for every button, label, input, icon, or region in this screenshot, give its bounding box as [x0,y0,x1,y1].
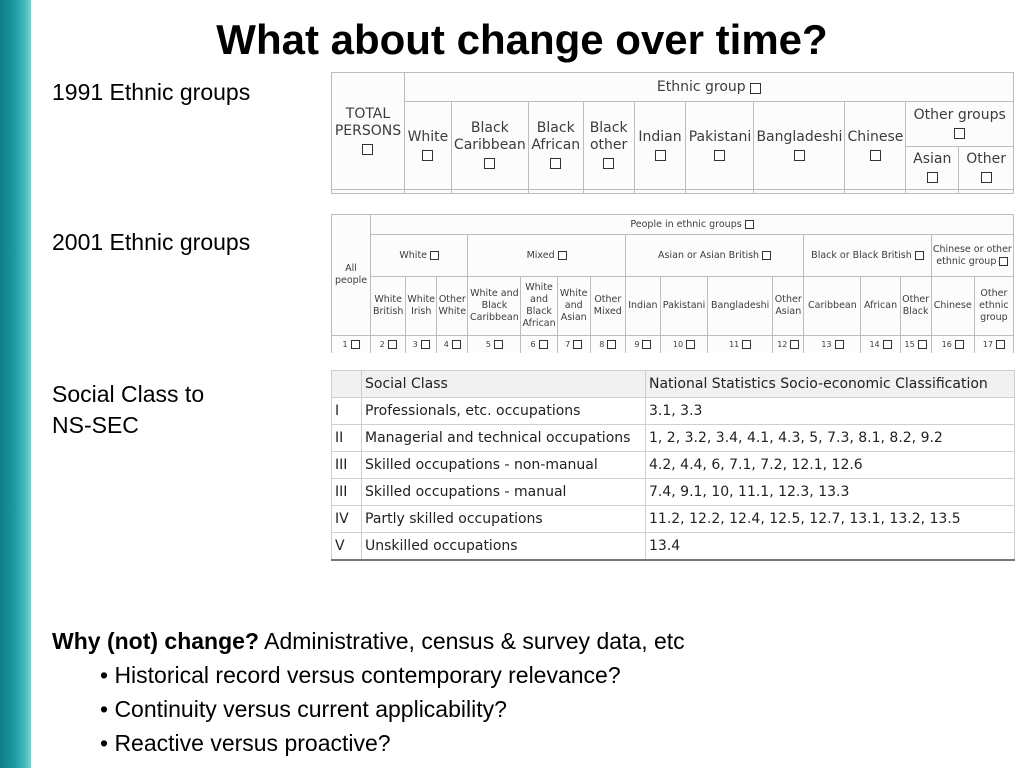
num-cell [557,336,590,354]
col-label: Other [966,151,1006,167]
group-chinese-other [931,235,1013,277]
col-label: Chinese [847,128,904,145]
group-header-label: People in ethnic groups [630,218,742,230]
num-cell [804,336,861,354]
col-white-irish: White Irish [406,277,437,336]
col-label: Pakistani [688,128,752,145]
checkbox[interactable] [981,172,992,183]
num-label: 14 [869,340,880,349]
other-groups-label: Other groups [913,107,1006,123]
all-people-cell [332,215,371,336]
num-cell [861,336,900,354]
checkbox[interactable] [927,172,938,183]
num-cell [371,336,406,354]
checkbox[interactable] [835,340,844,349]
table-row [332,506,1015,533]
ns-sec-codes: 7.4, 9.1, 10, 11.1, 12.3, 13.3 [646,479,1015,506]
col-other-mixed: Other Mixed [590,277,625,336]
checkbox[interactable] [750,83,761,94]
class-code: I [332,398,362,425]
group-mixed [468,235,626,277]
num-cell [931,336,974,354]
num-label: 6 [530,340,536,349]
group-black [804,235,931,277]
ns-sec-codes: 3.1, 3.3 [646,398,1015,425]
checkbox[interactable] [484,158,495,169]
bottom-text-block [52,624,685,760]
table-row [332,425,1015,452]
col-white-british: White British [371,277,406,336]
checkbox[interactable] [762,251,771,260]
ns-sec-codes: 13.4 [646,533,1015,561]
class-code: IV [332,506,362,533]
checkbox[interactable] [714,150,725,161]
num-cell [974,336,1013,354]
ethnic-group-label: Ethnic group [656,78,746,95]
col-black-african [528,102,583,190]
ns-sec-codes: 1, 2, 3.2, 3.4, 4.1, 4.3, 5, 7.3, 8.1, 8.2, 9.2 [646,425,1015,452]
social-class-table [331,370,1015,561]
col-caribbean: Caribbean [804,277,861,336]
checkbox[interactable] [452,340,461,349]
col-label: White [407,128,449,145]
num-label: 4 [443,340,449,349]
checkbox[interactable] [954,128,965,139]
col-chinese [845,102,906,190]
why-change-line [52,624,685,658]
col-white-black-caribbean: White and Black Caribbean [468,277,521,336]
col-pakistani: Pakistani [660,277,707,336]
total-persons-label: TOTAL PERSONS [334,105,402,139]
table-row [332,452,1015,479]
bullet-item: • Reactive versus proactive? [100,730,391,756]
checkbox[interactable] [642,340,651,349]
num-cell [437,336,468,354]
checkbox[interactable] [996,340,1005,349]
num-label: 7 [565,340,571,349]
header-cell: Social Class [362,371,646,398]
class-name: Skilled occupations - manual [362,479,646,506]
checkbox[interactable] [351,340,360,349]
checkbox[interactable] [558,251,567,260]
bullet-item: • Historical record versus contemporary relevance? [100,662,621,688]
ns-sec-codes: 4.2, 4.4, 6, 7.1, 7.2, 12.1, 12.6 [646,452,1015,479]
col-label: Black African [531,120,581,153]
ns-sec-codes: 11.2, 12.2, 12.4, 12.5, 12.7, 13.1, 13.2, 13.5 [646,506,1015,533]
ethnic-group-header [404,73,1013,102]
col-other-white: Other White [437,277,468,336]
checkbox[interactable] [539,340,548,349]
col-indian: Indian [625,277,660,336]
num-label: 2 [379,340,385,349]
num-label: 1 [342,340,348,349]
all-people-label: All people [334,263,368,286]
class-code: III [332,479,362,506]
table-row [332,533,1015,561]
col-white-asian: White and Asian [557,277,590,336]
group-label: Chinese or other ethnic group [932,243,1012,267]
col-indian [634,102,686,190]
col-other-asian [906,147,959,190]
num-label: 8 [599,340,605,349]
col-other-black: Other Black [900,277,931,336]
num-label: 17 [982,340,993,349]
checkbox[interactable] [603,158,614,169]
col-black-caribbean [451,102,528,190]
checkbox[interactable] [388,340,397,349]
table-row [332,479,1015,506]
group-label: Mixed [526,249,555,261]
checkbox[interactable] [883,340,892,349]
checkbox[interactable] [607,340,616,349]
checkbox[interactable] [742,340,751,349]
why-change-bold: Why (not) change? [52,628,259,654]
class-code: III [332,452,362,479]
why-change-rest: Administrative, census & survey data, etc [258,628,685,654]
checkbox[interactable] [955,340,964,349]
class-name: Professionals, etc. occupations [362,398,646,425]
checkbox[interactable] [422,150,433,161]
group-asian [625,235,803,277]
num-cell [625,336,660,354]
checkbox[interactable] [430,251,439,260]
col-label: Black Caribbean [453,120,526,153]
bullet-item: • Continuity versus current applicability? [100,696,507,722]
class-name: Unskilled occupations [362,533,646,561]
num-cell [773,336,804,354]
class-name: Managerial and technical occupations [362,425,646,452]
num-label: 15 [904,340,915,349]
num-label: 11 [729,340,740,349]
checkbox[interactable] [918,340,927,349]
num-cell [332,336,371,354]
checkbox[interactable] [794,150,805,161]
num-label: 10 [672,340,684,349]
num-label: 12 [777,340,788,349]
num-label: 9 [634,340,640,349]
checkbox[interactable] [550,158,561,169]
accent-side-bar [0,0,31,768]
label-social-class-line2: NS-SEC [52,412,139,438]
checkbox[interactable] [745,220,754,229]
group-white [371,235,468,277]
col-other-asian: Other Asian [773,277,804,336]
group-label: White [399,249,428,261]
col-bangladeshi: Bangladeshi [708,277,773,336]
num-cell [590,336,625,354]
header-cell [332,371,362,398]
label-1991-ethnic-groups: 1991 Ethnic groups [52,79,251,105]
col-white [404,102,451,190]
label-social-class-line1: Social Class to [52,381,205,407]
col-label: Black other [589,120,628,153]
num-label: 16 [941,340,952,349]
class-name: Skilled occupations - non-manual [362,452,646,479]
col-bangladeshi [754,102,845,190]
checkbox[interactable] [915,251,924,260]
total-persons-cell [332,73,405,190]
checkbox[interactable] [686,340,695,349]
num-cell [521,336,557,354]
num-cell [708,336,773,354]
class-code: V [332,533,362,561]
col-other-ethnic-group: Other ethnic group [974,277,1013,336]
col-pakistani [686,102,754,190]
num-cell [468,336,521,354]
group-label: Black or Black British [811,249,912,261]
num-label: 5 [485,340,491,349]
checkbox[interactable] [573,340,582,349]
num-label: 13 [821,340,832,349]
census-2001-ethnic-table [331,214,1014,353]
checkbox[interactable] [870,150,881,161]
col-black-other [583,102,634,190]
checkbox[interactable] [790,340,799,349]
label-social-class [52,379,204,441]
class-name: Partly skilled occupations [362,506,646,533]
col-label: Asian [913,151,952,167]
class-code: II [332,425,362,452]
col-african: African [861,277,900,336]
checkbox[interactable] [421,340,430,349]
census-1991-ethnic-table [331,72,1014,194]
table-row [332,398,1015,425]
other-groups-header [906,102,1014,147]
checkbox[interactable] [655,150,666,161]
table-header-row [332,371,1015,398]
header-cell: National Statistics Socio-economic Classification [646,371,1015,398]
num-cell [406,336,437,354]
checkbox[interactable] [999,257,1008,266]
checkbox[interactable] [362,144,373,155]
group-label: Asian or Asian British [658,249,760,261]
num-cell [660,336,707,354]
col-other-other [959,147,1014,190]
slide-title: What about change over time? [216,16,828,63]
people-in-ethnic-groups-header [371,215,1014,235]
num-label: 3 [412,340,418,349]
col-label: Bangladeshi [756,128,843,145]
col-label: Indian [638,128,682,145]
label-2001-ethnic-groups: 2001 Ethnic groups [52,229,251,255]
col-white-black-african: White and Black African [521,277,557,336]
num-cell [900,336,931,354]
checkbox[interactable] [494,340,503,349]
col-chinese: Chinese [931,277,974,336]
